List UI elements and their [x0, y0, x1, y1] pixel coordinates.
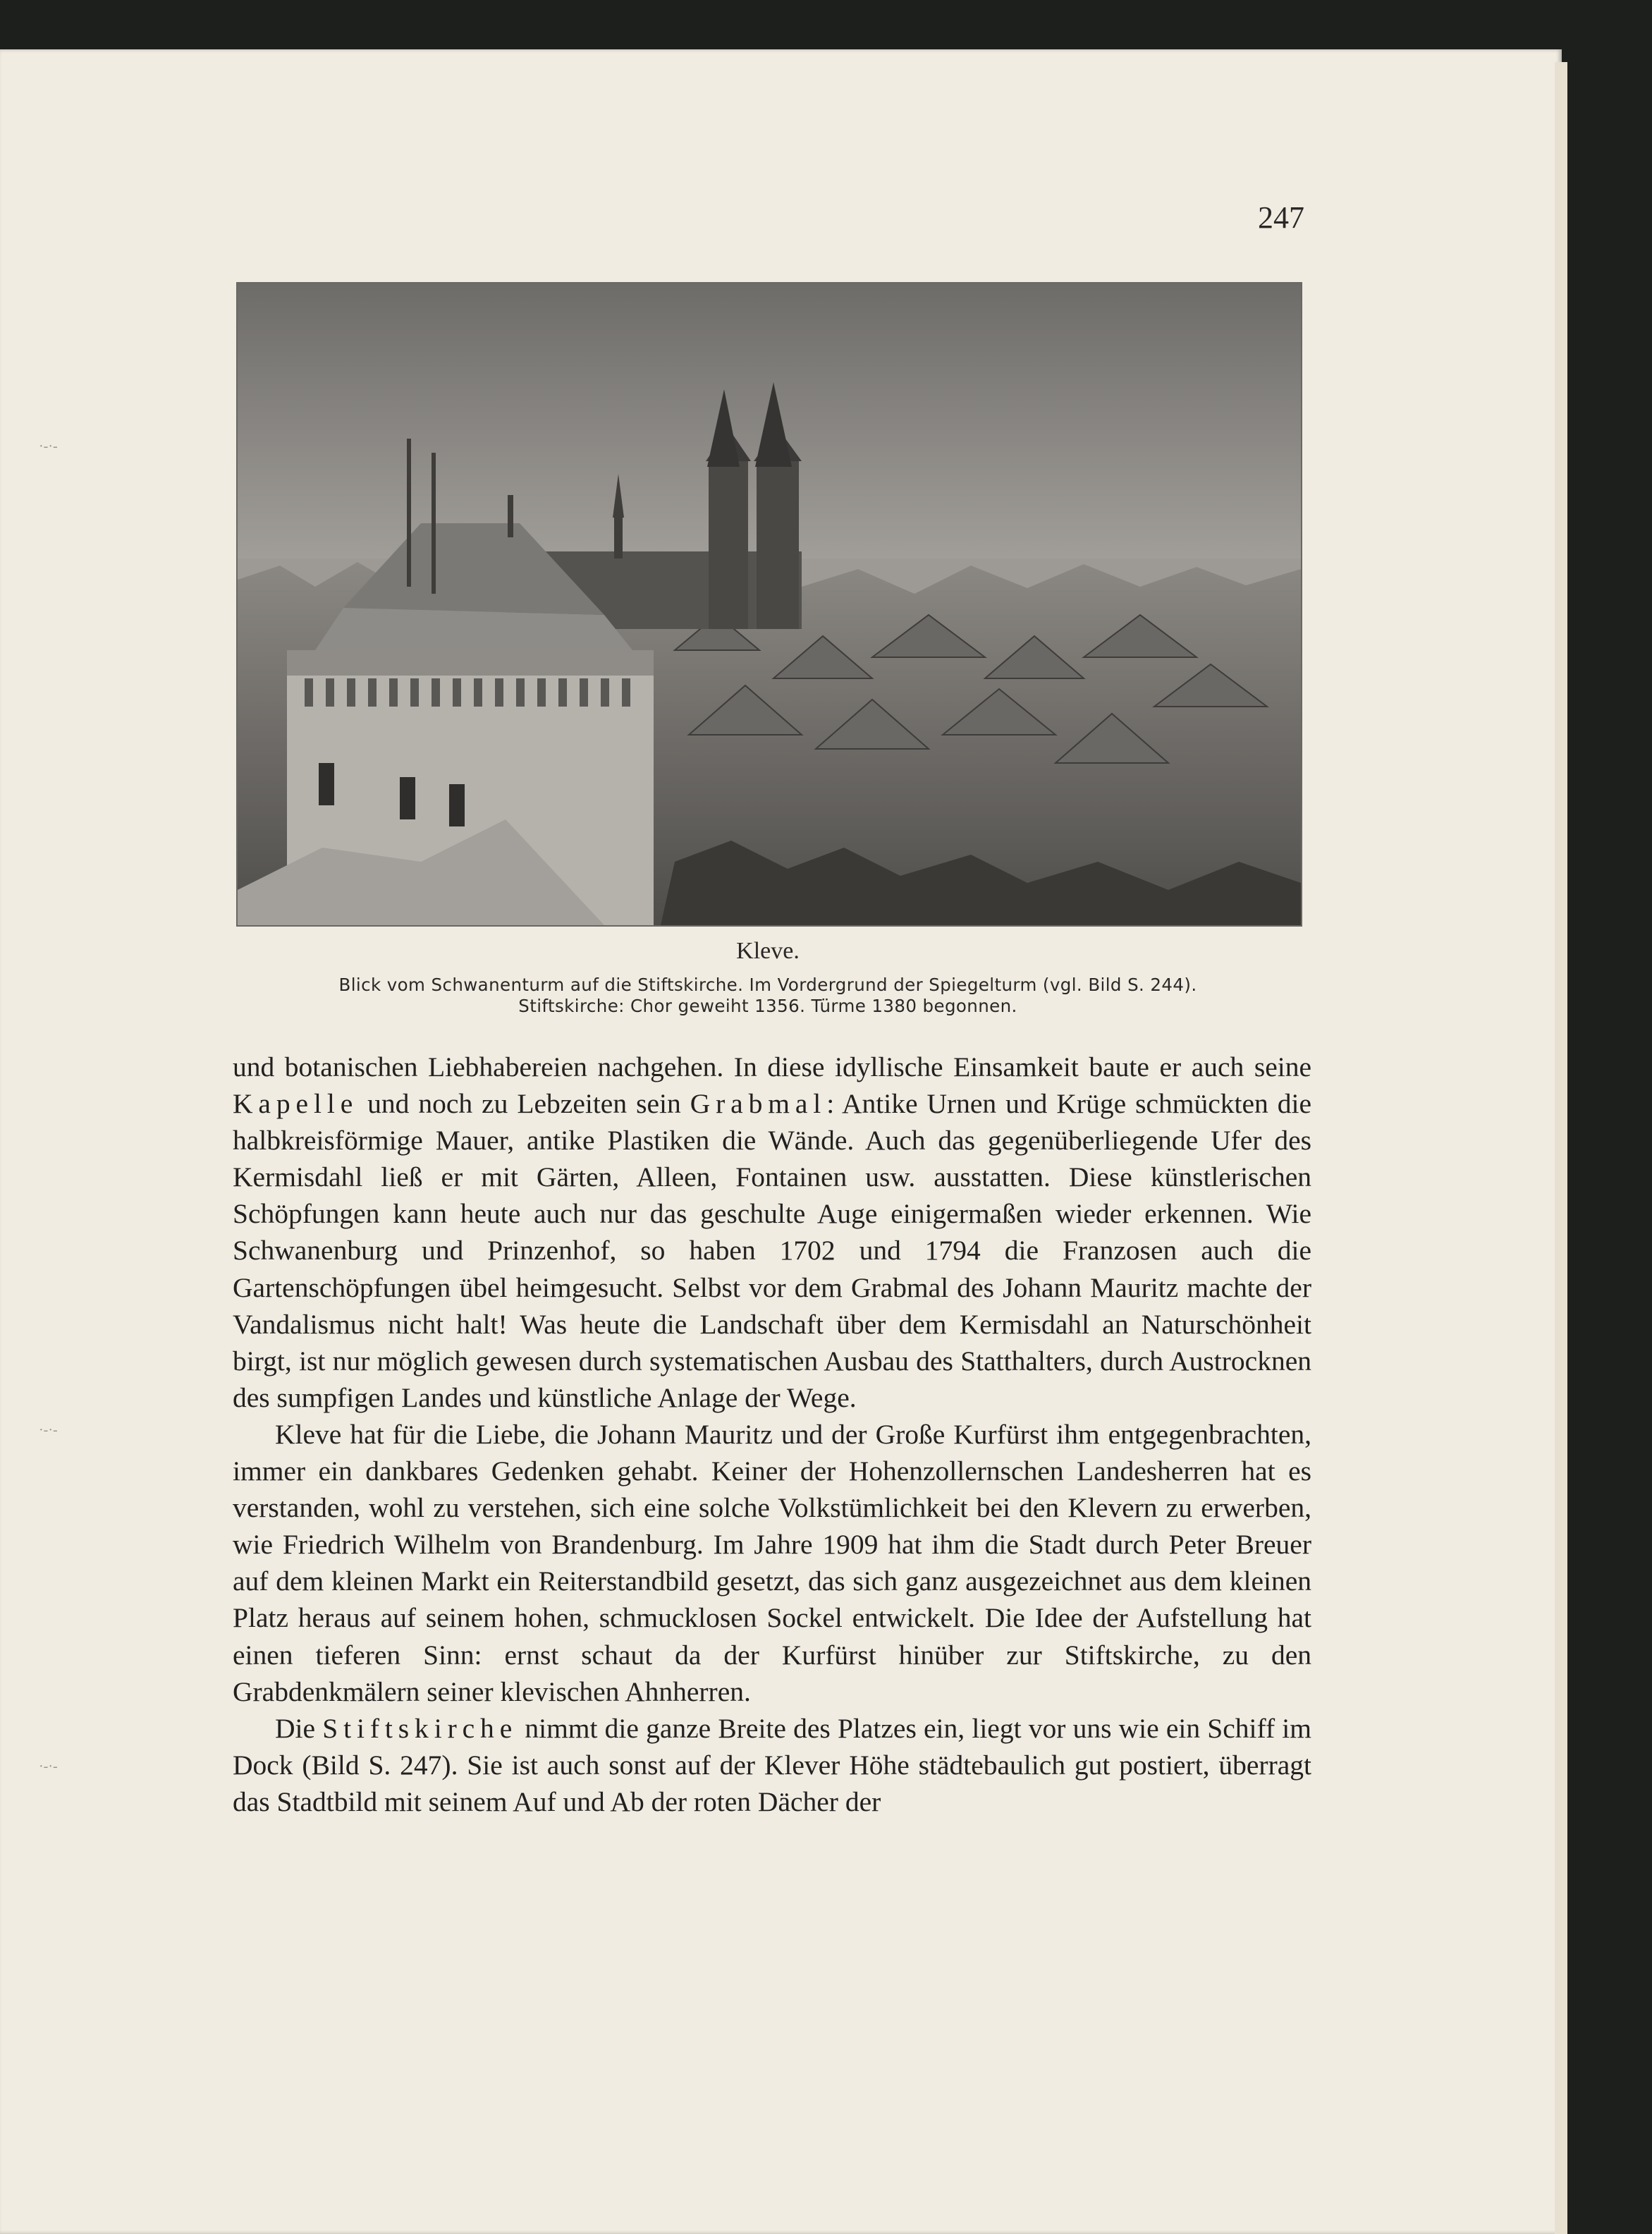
figure-caption-line-1: Blick vom Schwanenturm auf die Stiftskirche. Im Vordergrund der Spiegelturm (vgl. Bild S. 244). [338, 975, 1197, 995]
page-number: 247 [1258, 200, 1304, 235]
figure-caption-line-2: Stiftskirche: Chor geweiht 1356. Türme 1380 begonnen. [518, 996, 1017, 1016]
paragraph-1: und botanischen Liebhabereien nachgehen. In diese idyllische Einsamkeit baute er auch seine Kapelle und noch zu Lebzeiten sein Grabmal: Antike Urnen und Krüge schmückten die halbkreisförmige Mauer, antike Plastiken die Wände. Auch das gegenüberliegende Ufer des Kermisdahl ließ er mit Gärten, Alleen, Fontainen usw. ausstatten. Diese künstlerischen Schöpfungen kann heute auch nur das geschulte Auge einigermaßen wieder erkennen. Wie Schwanenburg und Prinzenhof, so haben 1702 und 1794 die Franzosen auch die Gartenschöpfungen übel heimgesucht. Selbst vor dem Grabmal des Johann Mauritz machte der Vandalismus nicht halt! Was heute die Landschaft über dem Kermisdahl an Naturschönheit birgt, ist nur möglich gewesen durch systematischen Ausbau des Statthalters, durch Austrocknen des sumpfigen Landes und künstliche Anlage der Wege. [233, 1051, 1311, 1413]
paragraph-3: Die Stiftskirche nimmt die ganze Breite des Platzes ein, liegt vor uns wie ein Schiff im Dock (Bild S. 247). Sie ist auch sonst auf der Klever Höhe städtebaulich gut postiert, überragt das Stadtbild mit seinem Auf und Ab der roten Dächer der [233, 1712, 1311, 1817]
figure-title: Kleve. [736, 938, 800, 964]
paragraph-2: Kleve hat für die Liebe, die Johann Mauritz und der Große Kurfürst ihm entgegenbrachten, immer ein dankbares Gedenken gehabt. Keiner der Hohenzollernschen Landesherren hat es verstanden, wohl zu verstehen, sich eine solche Volkstümlichkeit bei den Klevern zu erwerben, wie Friedrich Wilhelm von Brandenburg. Im Jahre 1909 hat ihm die Stadt durch Peter Breuer auf dem kleinen Markt ein Reiterstandbild gesetzt, das sich ganz ausgezeichnet aus dem kleinen Platz heraus auf seinem hohen, schmucklosen Sockel entwickelt. Die Idee der Aufstellung hat einen tieferen Sinn: ernst schaut da der Kurfürst hinüber zur Stiftskirche, zu den Grabdenkmälern seiner klevischen Ahnherren. [233, 1418, 1311, 1707]
body-text [233, 1049, 1311, 1820]
binding-thread-mark: ·-·- [39, 439, 58, 454]
binding-thread-mark: ·-·- [39, 1759, 58, 1774]
page-edge [1555, 62, 1567, 2234]
photo-kleve-cityscape [236, 282, 1302, 927]
binding-thread-mark: ·-·- [39, 1422, 58, 1438]
